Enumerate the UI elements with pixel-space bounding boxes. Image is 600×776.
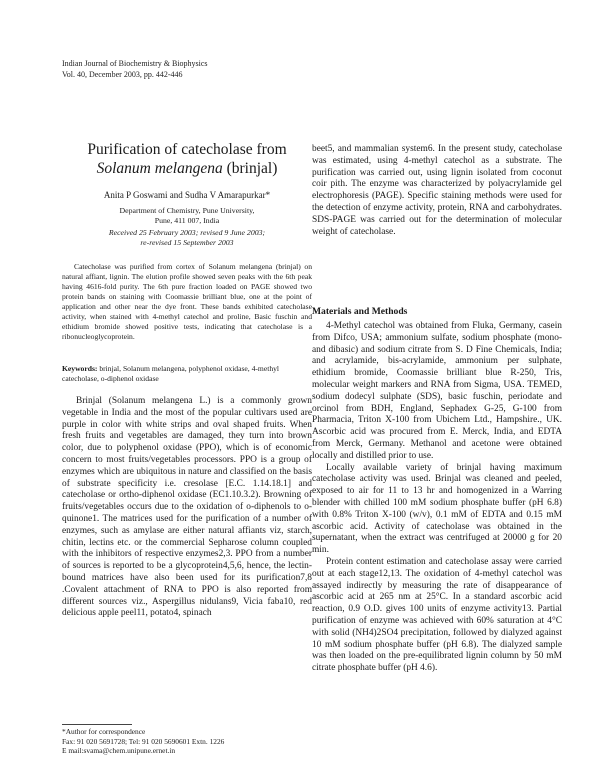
methods-paragraph-2: Locally available variety of brinjal having maximum catecholase activity was used. Brinjal was cleaned and peeled, exposed to air for 11 to 13 hr and homogenized in a Warring blender with chilled 100 mM sodium phosphate buffer (pH 6.8) with 0.8% Triton X-100 (w/v), 0.1 mM of EDTA and 0.15 mM ascorbic acid. Activity of catecholase was obtained in the supernatant, when the extract was centrifuged at 20000 g for 20 min.: [312, 462, 562, 556]
authors: Anita P Goswami and Sudha V Amarapurkar*: [103, 190, 271, 200]
keywords: [62, 364, 312, 384]
intro-continued: beet5, and mammalian system6. In the present study, catecholase was estimated, using 4-methyl catechol as a substrate. The purification was carried out, using lignin isolated from coconut coir pith. The enzyme was characterized by polyacrylamide gel electrophoresis (PAGE). Specific staining methods were used for the detection of enzyme activity, protein, RNA and carbohydrates. SDS-PAGE was carried out for the determination of molecular weight of catecholase.: [312, 144, 562, 237]
title-common-name: (brinjal): [222, 160, 278, 177]
affiliation-line1: Department of Chemistry, Pune University,: [119, 206, 255, 215]
methods-paragraph-3: Protein content estimation and catecholase assay were carried out at each stage12,13. The oxidation of 4-methyl catechol was assayed indirectly by measuring the rate of disappearance of ascorbic acid at 265 nm at 25°C. In a standard ascorbic acid reaction, 0.9 O.D. gives 100 units of enzyme activity13. Partial purification of enzyme was achieved with 60% saturation at 4°C with solid (NH4)2SO4 precipitation, followed by dialyzed against 10 mM sodium phosphate buffer (pH 6.8). The dialyzed sample was then loaded on the pre-equilibrated lignin column by 50 mM citrate phosphate buffer (pH 4.6).: [312, 556, 562, 674]
dates-line2: re-revised 15 September 2003: [140, 238, 234, 247]
methods-paragraph-1: 4-Methyl catechol was obtained from Fluka, Germany, casein from Difco, USA; ammonium sulfate, sodium phosphate (mono- and dibasic) and sodium citrate from S. D Fine Chemicals, India; and acrylamide, bis-acrylamide, ammonium per sulphate, ethidium bromide, Coomassie brilliant blue R-250, Tris, molecular weight markers and RNA from Sigma, USA. TEMED, sodium dodecyl sulphate (SDS), basic fuschin, periodate and orcinol from BDH, England, Sephadex G-25, G-100 from Pharmacia, Triton X-100 from Ubichem Ltd., Hampshire., UK. Ascorbic acid was procured from E. Merck, India, and EDTA from Merck, Germany. Methanol and acetone were obtained locally and distilled prior to use.: [312, 321, 562, 461]
title-species: Solanum melangena: [96, 160, 223, 177]
footnote-line1: *Author for correspondence: [62, 727, 146, 736]
journal-name: Indian Journal of Biochemistry & Biophysics: [62, 59, 208, 68]
journal-header: [62, 58, 208, 80]
keywords-label: Keywords:: [62, 364, 98, 373]
footnote: [62, 727, 224, 756]
abstract: Catecholase was purified from cortex of Solanum melangena (brinjal) on natural affiant, lignin. The elution profile showed seven peaks with the 6th peak having 4616-fold purity. The 6th pure fraction loaded on PAGE showed two protein bands on staining with Coomassie brilliant blue, one at the point of application and other near the dye front. These bands exhibited catecholase activity, when stained with 4-methyl catechol and proline, Basic fuschin and ethidium bromide showed positive tests, indicating that catecholase is a ribonucleoglycoprotein.: [62, 262, 312, 341]
methods-body: [312, 321, 562, 675]
footnote-rule: [62, 724, 132, 725]
title-block: [62, 140, 312, 248]
affiliation-line2: Pune, 411 007, India: [154, 216, 220, 225]
dates: [62, 228, 312, 248]
footnote-line3: E mail:svama@chem.unipune.ernet.in: [62, 746, 176, 755]
footnote-line2: Fax: 91 020 5691728; Tel: 91 020 5690601 Extn. 1226: [62, 736, 225, 746]
article-title: [62, 140, 312, 178]
dates-line1: Received 25 February 2003; revised 9 June 2003;: [108, 228, 266, 237]
intro-paragraph: Brinjal (Solanum melangena L.) is a commonly grown vegetable in India and the most of the popular cultivars used are purple in color with white strips and oval shaped fruits. When fresh fruits and vegetables are damaged, they turn into brown color, due to polyphenol oxidase (PPO), which is of economic concern to most fruits/vegetables processors. PPO is a group of enzymes which are ubiquitous in nature and classified on the basis of substrate specificity i.e. cresolase [E.C. 1.14.18.1] and catecholase or ortho-diphenol oxidase (EC1.10.3.2). Browning of fruits/vegetables occurs due to the oxidation of o-diphenols to o-quinone1. The matrices used for the purification of a number of enzymes, such as amylase are either natural affiants viz, starch, chitin, lectins etc. or the commercial Sepharose column coupled with the inhibitors of respective enzymes2,3. PPO from a number of sources is reported to be a glycoprotein4,5,6, hence, the lectin-bound matrices have also been used for its purification7,8 .Covalent attachment of RNA to PPO is also reported from different sources viz., Aspergillus nidulans9, Vicia faba10, red delicious apple peel11, potato4, spinach: [62, 396, 312, 619]
keywords-text: brinjal, Solanum melangena, polyphenol oxidase, 4-methyl catecholase, o-diphenol oxidase: [62, 364, 280, 383]
section-heading: Materials and Methods: [312, 306, 408, 317]
journal-volume: Vol. 40, December 2003, pp. 442-446: [62, 70, 183, 79]
affiliation: [62, 206, 312, 226]
title-line1: Purification of catecholase from: [87, 141, 287, 158]
